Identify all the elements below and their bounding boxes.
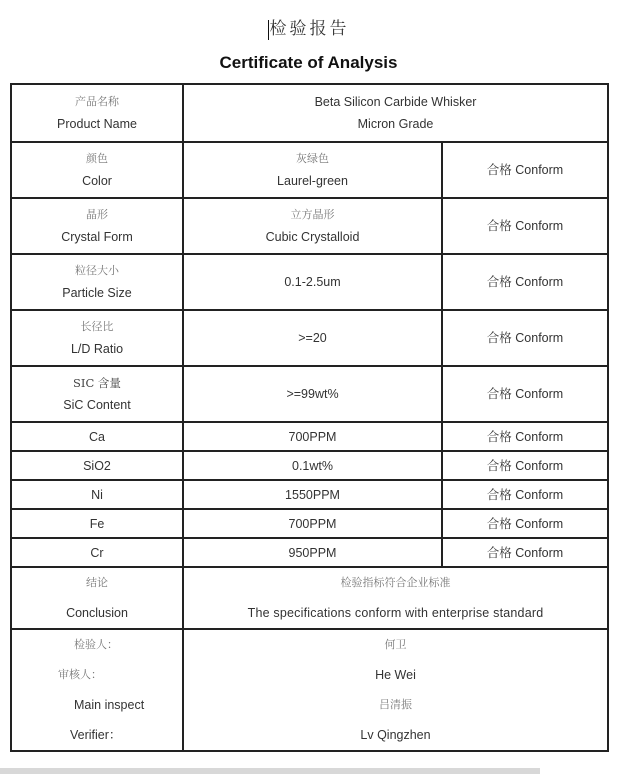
label-ca: Ca xyxy=(11,422,183,451)
result-sio2: 合格 Conform xyxy=(442,451,608,480)
value-ca: 700PPM xyxy=(183,422,442,451)
result-color: 合格 Conform xyxy=(442,142,608,198)
inspector-label-cn: 检验人： xyxy=(74,638,118,651)
result-fe: 合格 Conform xyxy=(442,509,608,538)
document-title-cn xyxy=(0,14,617,40)
signature-values xyxy=(183,629,608,751)
row-sio2 xyxy=(11,451,608,480)
row-particle-size xyxy=(11,254,608,310)
label-cn: 长径比 xyxy=(80,320,114,333)
label-cr: Cr xyxy=(11,538,183,567)
label-crystal-form xyxy=(11,198,183,254)
label-conclusion xyxy=(11,567,183,629)
value-cr: 950PPM xyxy=(183,538,442,567)
label-cn: 颜色 xyxy=(86,152,108,165)
row-ni xyxy=(11,480,608,509)
verifier-label: Verifier： xyxy=(70,728,122,742)
main-inspect-label: Main inspect xyxy=(74,698,145,712)
result-crystal-form: 合格 Conform xyxy=(442,198,608,254)
value-product-name xyxy=(183,84,608,142)
value-ni: 1550PPM xyxy=(183,480,442,509)
result-ca: 合格 Conform xyxy=(442,422,608,451)
row-cr xyxy=(11,538,608,567)
row-ld-ratio xyxy=(11,310,608,366)
label-sic-content xyxy=(11,366,183,422)
signature-labels xyxy=(11,629,183,751)
inspector-name: He Wei xyxy=(375,668,416,682)
value-en: Laurel-green xyxy=(277,174,348,188)
row-sic-content xyxy=(11,366,608,422)
result-ld-ratio: 合格 Conform xyxy=(442,310,608,366)
value-fe: 700PPM xyxy=(183,509,442,538)
label-cn: 晶形 xyxy=(86,208,108,221)
value-conclusion xyxy=(183,567,608,629)
page-edge-strip xyxy=(0,768,540,774)
label-cn: 粒径大小 xyxy=(75,264,119,277)
result-ni: 合格 Conform xyxy=(442,480,608,509)
result-particle-size: 合格 Conform xyxy=(442,254,608,310)
row-fe xyxy=(11,509,608,538)
row-product-name xyxy=(11,84,608,142)
label-fe: Fe xyxy=(11,509,183,538)
value-color xyxy=(183,142,442,198)
verifier-name: Lv Qingzhen xyxy=(360,728,431,742)
result-sic-content: 合格 Conform xyxy=(442,366,608,422)
label-en: L/D Ratio xyxy=(70,342,124,356)
value-en: Cubic Crystalloid xyxy=(265,230,360,244)
label-en: SiC Content xyxy=(63,398,131,412)
label-particle-size xyxy=(11,254,183,310)
label-cn: 产品名称 xyxy=(75,95,119,108)
label-en: Particle Size xyxy=(62,286,132,300)
label-cn: SIC 含量 xyxy=(73,376,121,390)
verifier-label-cn: 审核人： xyxy=(58,668,102,681)
value-sic-content: >=99wt% xyxy=(183,366,442,422)
value-particle-size: 0.1-2.5um xyxy=(183,254,442,310)
row-ca xyxy=(11,422,608,451)
row-signatures xyxy=(11,629,608,751)
document-title-en: Certificate of Analysis xyxy=(219,53,398,72)
row-color xyxy=(11,142,608,198)
title-cn-text: 检验报告 xyxy=(269,19,350,39)
value-line2: Micron Grade xyxy=(357,117,434,131)
value-line1: Beta Silicon Carbide Whisker xyxy=(314,95,477,109)
label-product-name xyxy=(11,84,183,142)
label-en: Product Name xyxy=(57,117,137,131)
label-en: Conclusion xyxy=(66,606,128,620)
value-sio2: 0.1wt% xyxy=(183,451,442,480)
value-cn: 立方晶形 xyxy=(290,208,335,221)
analysis-table xyxy=(10,83,609,752)
value-crystal-form xyxy=(183,198,442,254)
label-cn: 结论 xyxy=(86,576,108,589)
verifier-name-cn: 吕清振 xyxy=(379,698,412,711)
inspector-name-cn: 何卫 xyxy=(384,638,407,651)
label-sio2: SiO2 xyxy=(11,451,183,480)
value-cn: 灰绿色 xyxy=(296,152,329,165)
label-ld-ratio xyxy=(11,310,183,366)
row-crystal-form xyxy=(11,198,608,254)
value-ld-ratio: >=20 xyxy=(183,310,442,366)
result-cr: 合格 Conform xyxy=(442,538,608,567)
value-en: The specifications conform with enterprise standard xyxy=(247,606,544,620)
label-en: Color xyxy=(82,174,112,188)
label-en: Crystal Form xyxy=(61,230,133,244)
label-ni: Ni xyxy=(11,480,183,509)
text-cursor xyxy=(268,20,269,40)
value-cn: 检验指标符合企业标准 xyxy=(340,576,451,589)
row-conclusion xyxy=(11,567,608,629)
label-color xyxy=(11,142,183,198)
